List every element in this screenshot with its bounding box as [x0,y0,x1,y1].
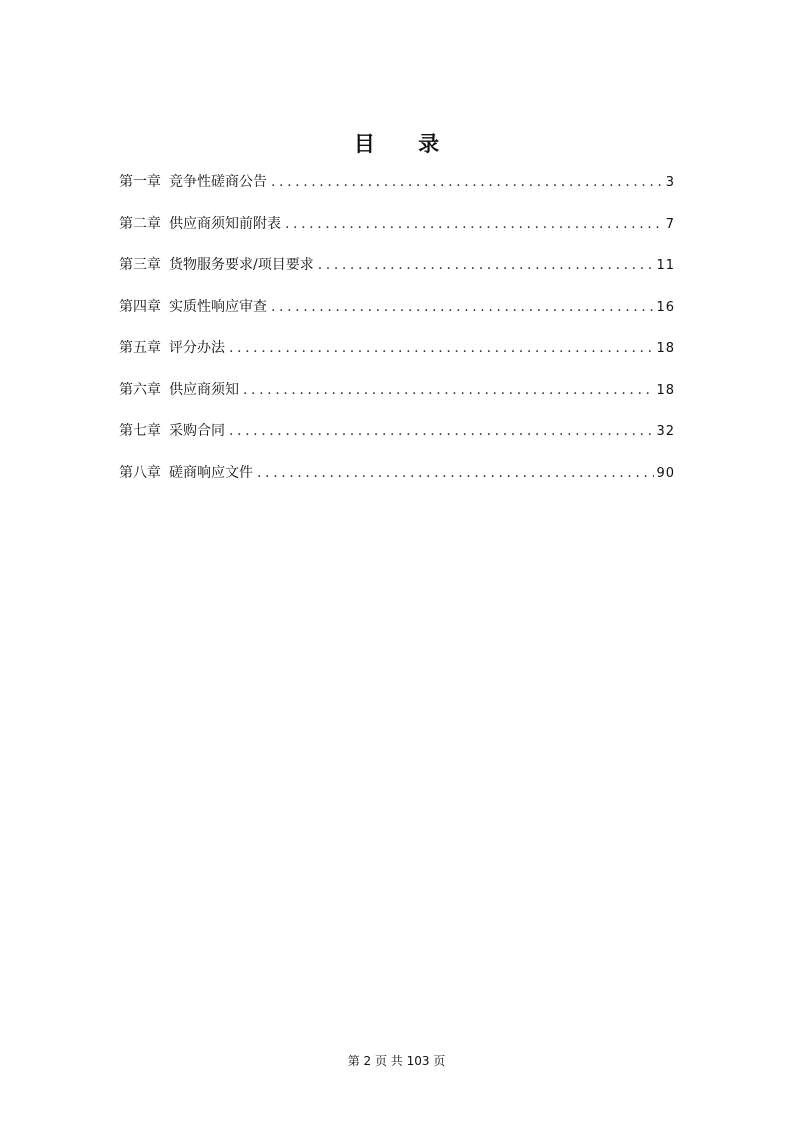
toc-chapter-title: 评分办法 [169,340,225,356]
toc-dot-leader [285,212,664,236]
toc-dot-leader [271,295,654,319]
toc-chapter-title: 竞争性磋商公告 [169,174,267,190]
toc-chapter-number: 第三章 [119,257,161,273]
toc-entry-3[interactable] [119,253,675,295]
toc-chapter-number: 第二章 [119,215,161,232]
toc-chapter-title: 采购合同 [169,423,225,439]
toc-dot-leader [271,170,664,194]
toc-page-number: 32 [656,424,675,439]
toc-chapter-number: 第七章 [119,423,161,439]
toc-entry-8[interactable] [119,461,675,503]
toc-page-number: 16 [656,299,675,315]
toc-chapter-title: 供应商须知 [169,381,239,398]
toc-chapter-title: 货物服务要求/项目要求 [169,257,314,273]
toc-dot-leader [229,419,654,443]
toc-list [119,170,675,502]
toc-chapter-title: 供应商须知前附表 [169,215,281,232]
toc-entry-5[interactable] [119,336,675,378]
toc-title: 目 录 [353,132,458,156]
toc-entry-2[interactable] [119,212,675,254]
toc-page-number: 11 [656,258,675,273]
toc-dot-leader [257,461,654,485]
toc-chapter-number: 第六章 [119,381,161,398]
toc-chapter-title: 实质性响应审查 [169,298,267,315]
toc-chapter-number: 第一章 [119,174,161,190]
toc-chapter-number: 第四章 [119,298,161,315]
toc-page-number: 18 [656,341,675,356]
toc-entry-4[interactable] [119,295,675,337]
toc-page-number: 7 [665,216,675,232]
toc-entry-7[interactable] [119,419,675,461]
toc-entry-6[interactable] [119,378,675,420]
toc-dot-leader [318,253,655,277]
page-footer: 第 2 页 共 103 页 [347,1054,446,1068]
toc-page-number: 18 [656,382,675,398]
toc-chapter-number: 第五章 [119,340,161,356]
toc-page-number: 3 [665,175,675,190]
toc-chapter-title: 磋商响应文件 [169,464,253,481]
toc-chapter-number: 第八章 [119,464,161,481]
toc-dot-leader [229,336,654,360]
toc-entry-1[interactable] [119,170,675,212]
toc-dot-leader [243,378,654,402]
toc-page-number: 90 [656,465,675,481]
